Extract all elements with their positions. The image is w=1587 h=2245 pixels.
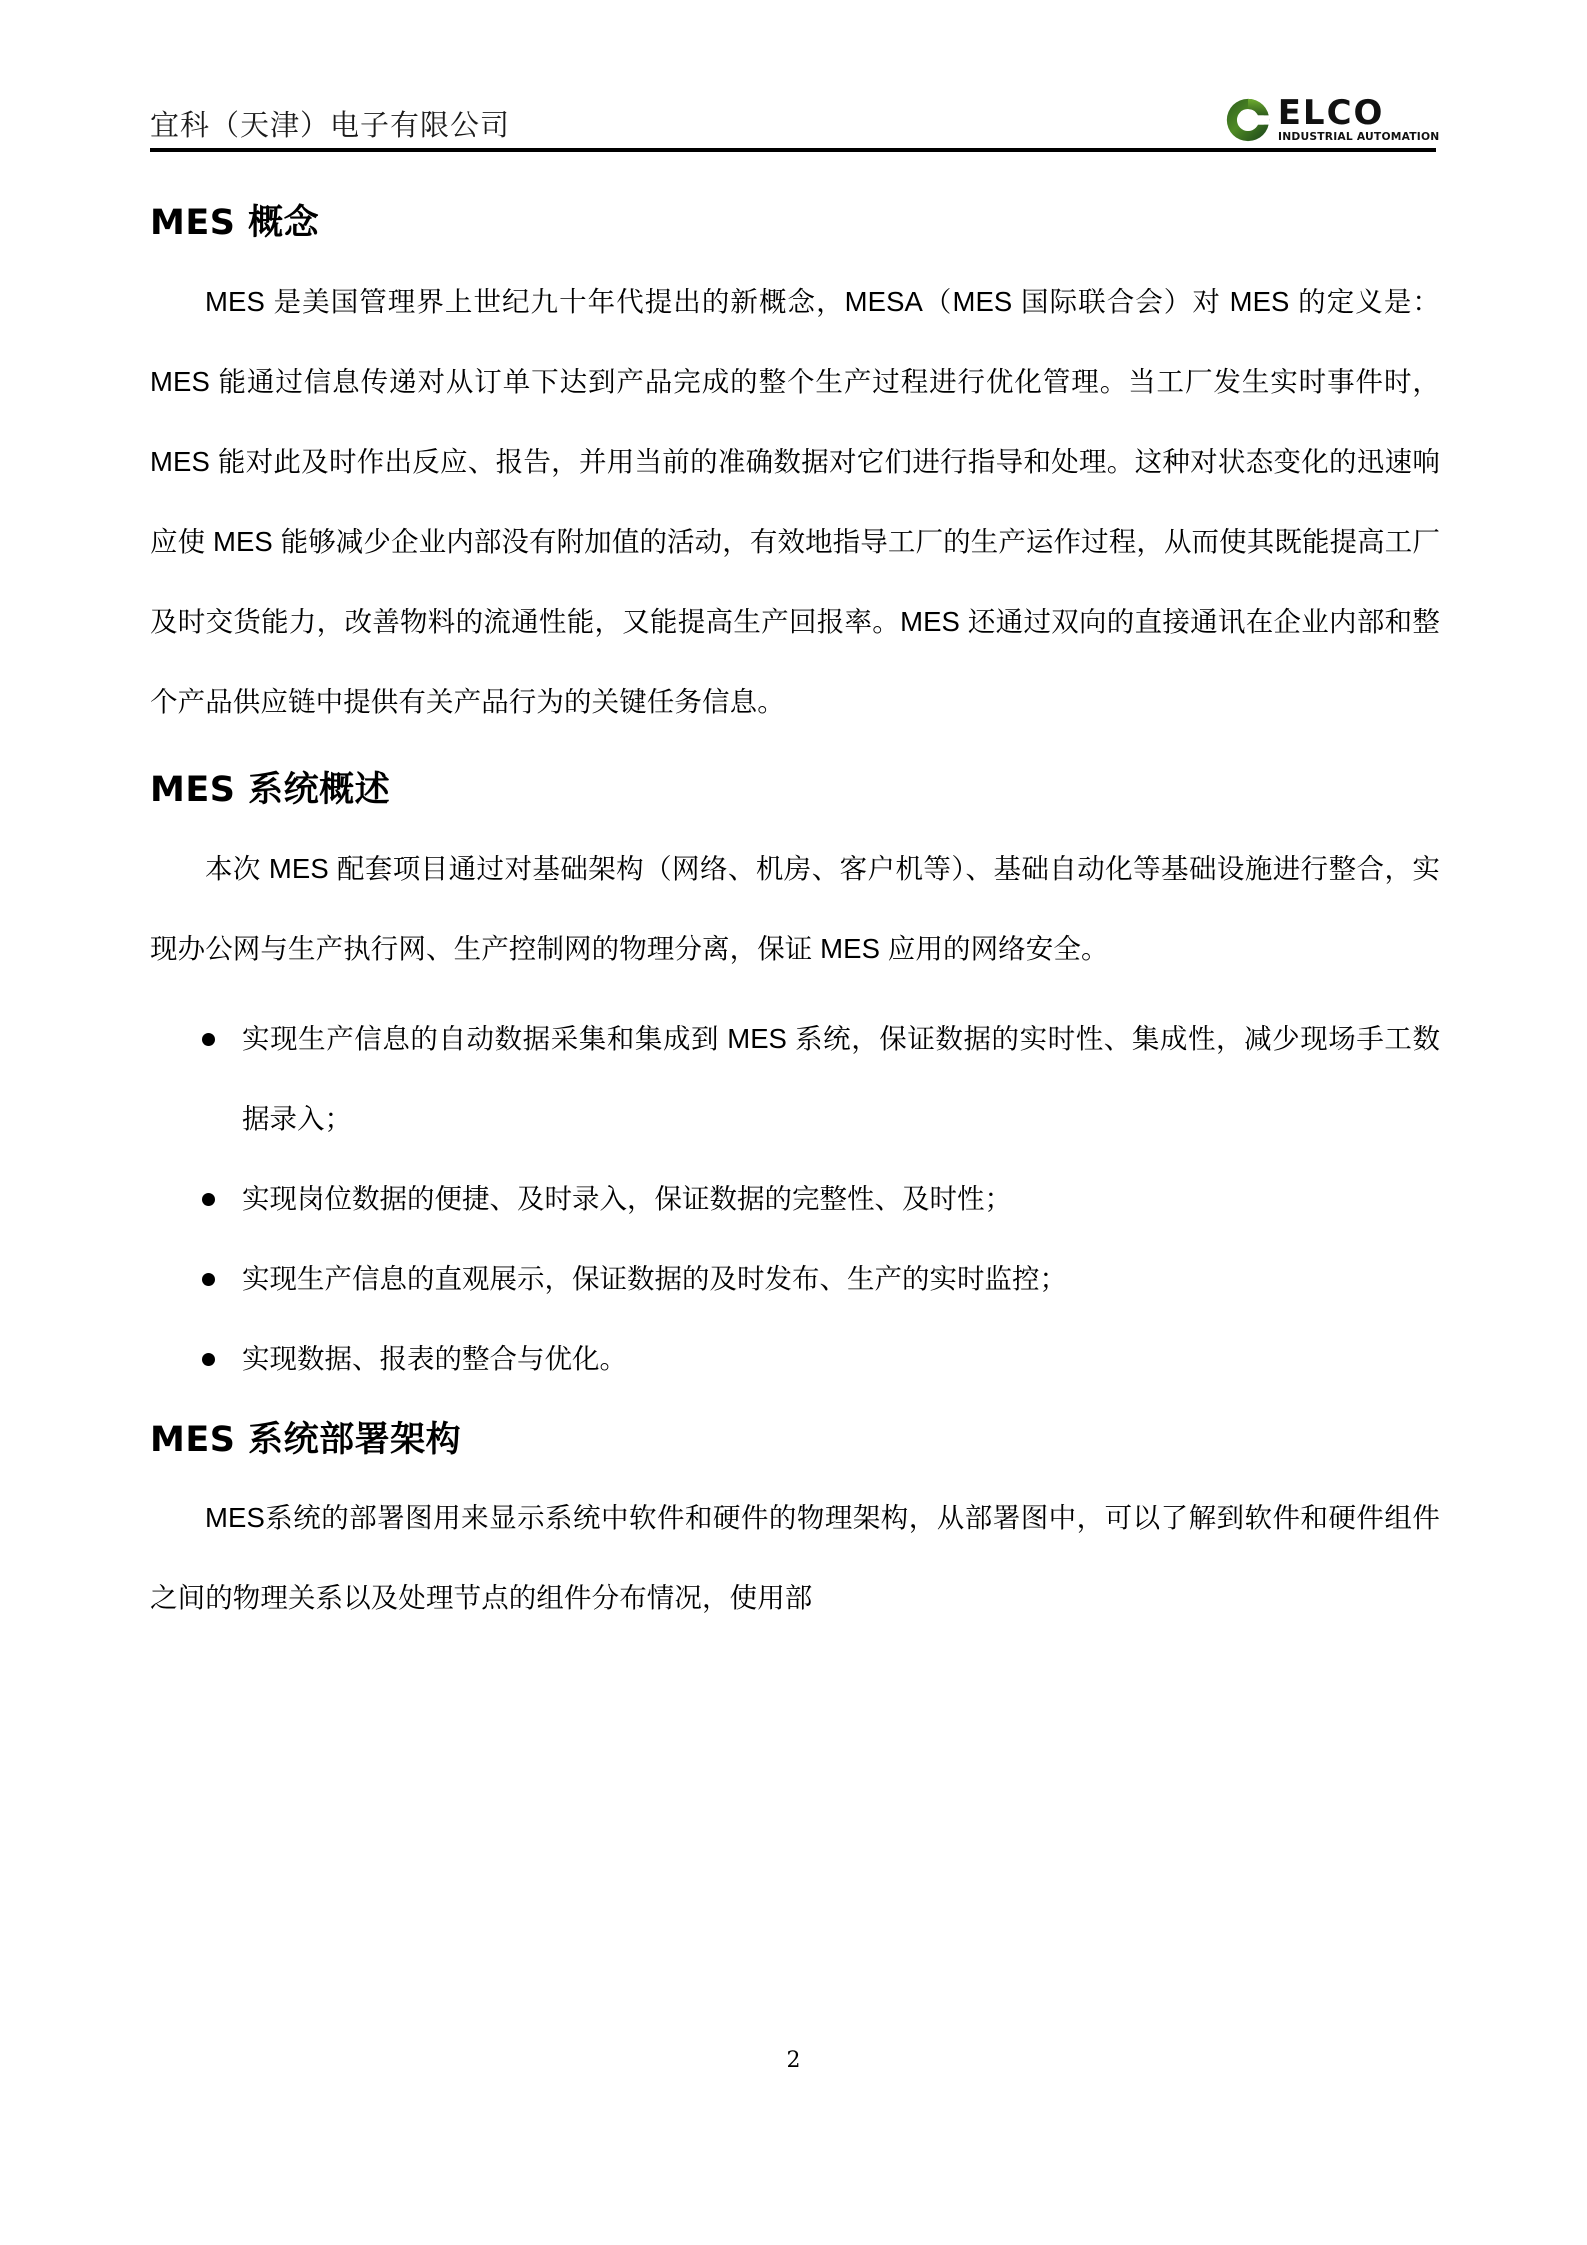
page-header	[150, 58, 1440, 148]
page-number: 2	[786, 2048, 801, 2073]
header-divider	[150, 148, 1436, 152]
list-item-label: 实现生产信息的自动数据采集和集成到 MES 系统，保证数据的实时性、集成性，减少现场手工数据录入；	[242, 1022, 1440, 1134]
list-item	[150, 1319, 1440, 1399]
bullet-dot-icon	[202, 1033, 215, 1046]
mes-overview-bullet-list	[150, 989, 1440, 1399]
heading-mes-concept: MES 概念	[150, 203, 320, 243]
list-item-label: 实现数据、报表的整合与优化。	[242, 1342, 627, 1374]
elco-logo-text	[1277, 93, 1440, 144]
paragraph-mes-deployment-architecture: MES系统的部署图用来显示系统中软件和硬件的物理架构，从部署图中，可以了解到软件和硬件组件之间的物理关系以及处理节点的组件分布情况，使用部	[150, 1502, 1440, 1614]
list-item	[150, 1239, 1440, 1319]
elco-logo	[1225, 93, 1440, 148]
heading-mes-overview: MES 系统概述	[150, 769, 391, 810]
paragraph-mes-concept: MES 是美国管理界上世纪九十年代提出的新概念，MESA（MES 国际联合会）对 MES 的定义是：MES 能通过信息传递对从订单下达到产品完成的整个生产过程进行优化管理。当工厂发生实时事件时，MES 能对此及时作出反应、报告，并用当前的准确数据对它们进行指导和处理。这种对状态变化的迅速响应使 MES 能够减少企业内部没有附加值的活动，有效地指导工厂的生产运作过程，从而使其既能提高工厂及时交货能力，改善物料的流通性能，又能提高生产回报率。MES 还通过双向的直接通讯在企业内部和整个产品供应链中提供有关产品行为的关键任务信息。	[150, 285, 1440, 717]
paragraph-mes-overview: 本次 MES 配套项目通过对基础架构（网络、机房、客户机等）、基础自动化等基础设施进行整合，实现办公网与生产执行网、生产控制网的物理分离，保证 MES 应用的网络安全。	[150, 852, 1440, 964]
list-item-label: 实现生产信息的直观展示，保证数据的及时发布、生产的实时监控；	[242, 1262, 1067, 1294]
elco-tagline: INDUSTRIAL AUTOMATION	[1277, 131, 1440, 144]
bullet-dot-icon	[202, 1193, 215, 1206]
header-company-name: 宜科（天津）电子有限公司	[150, 108, 511, 143]
heading-mes-deployment-architecture: MES 系统部署架构	[150, 1419, 462, 1460]
list-item	[150, 999, 1440, 1159]
bullet-dot-icon	[202, 1353, 215, 1366]
elco-c-mark-icon	[1225, 97, 1271, 143]
document-content	[150, 178, 1440, 1638]
elco-wordmark: ELCO	[1277, 93, 1385, 134]
list-item-label: 实现岗位数据的便捷、及时录入，保证数据的完整性、及时性；	[242, 1182, 1012, 1214]
bullet-dot-icon	[202, 1273, 215, 1286]
list-item	[150, 1159, 1440, 1239]
page-footer	[0, 2048, 1587, 2073]
